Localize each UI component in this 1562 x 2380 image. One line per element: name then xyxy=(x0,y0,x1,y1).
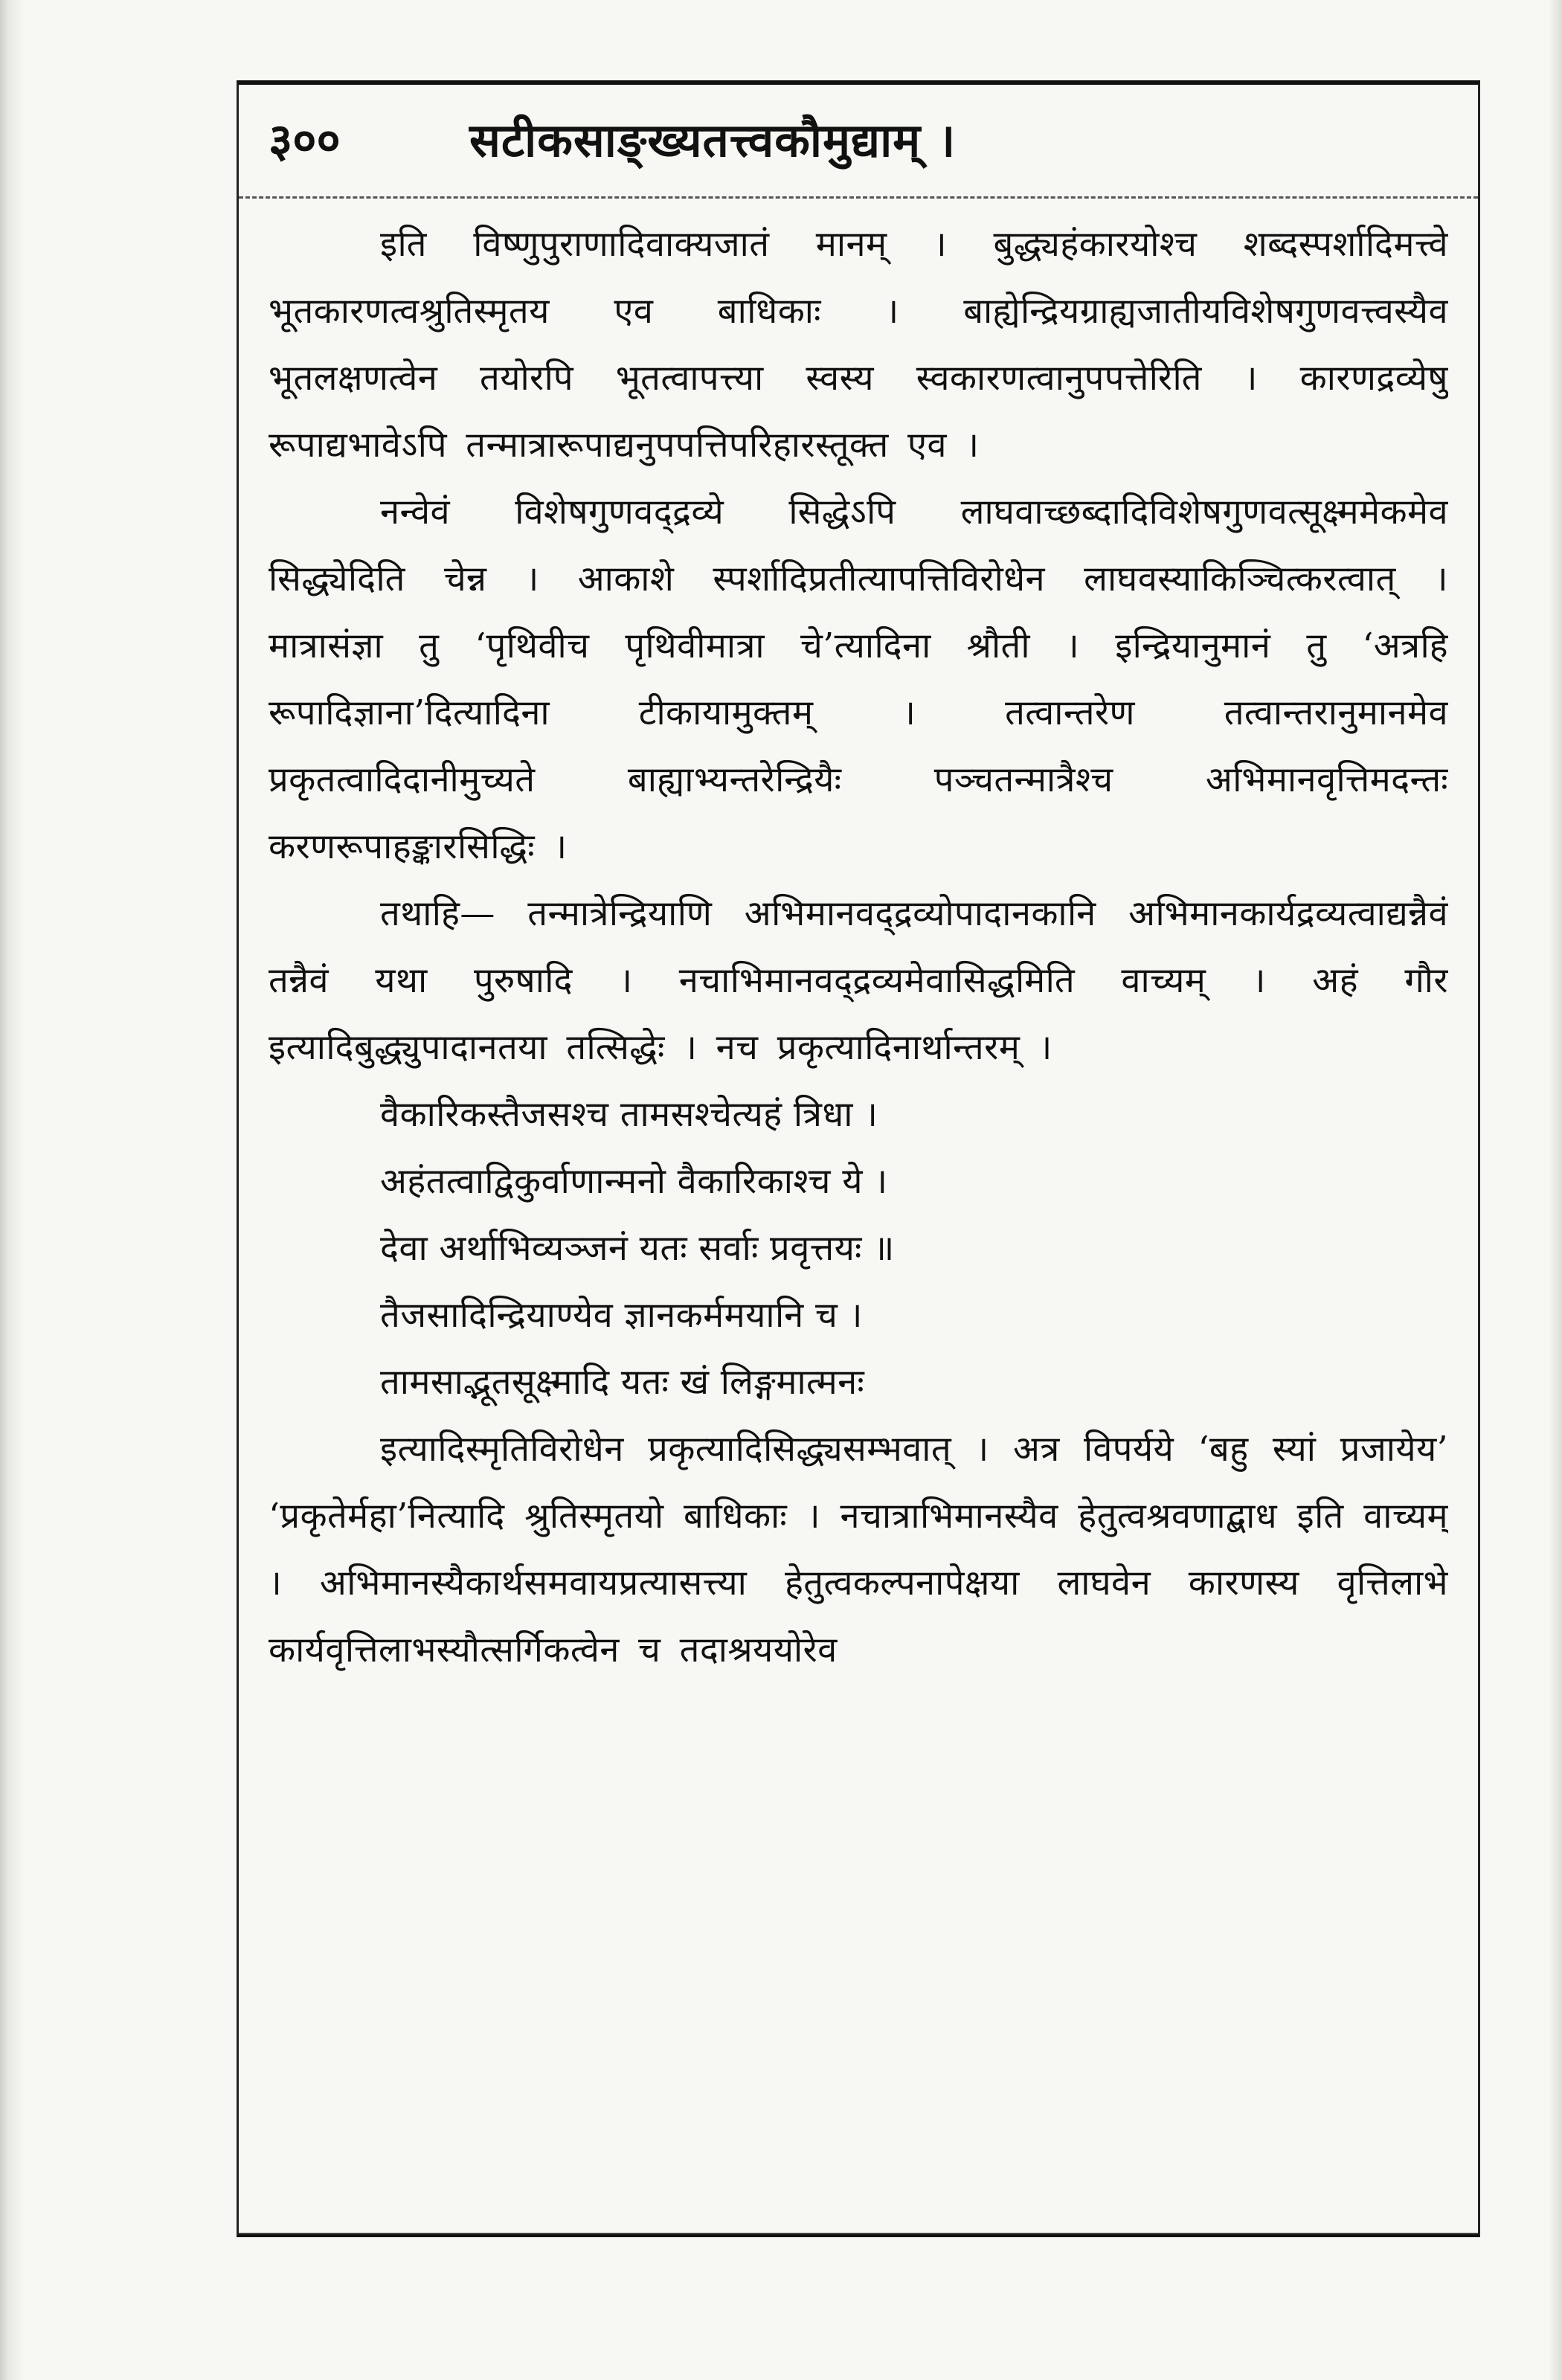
verse-line-2: अहंतत्वाद्विकुर्वाणान्मनो वैकारिकाश्च ये । xyxy=(380,1161,888,1202)
verse-line-4: तैजसादिन्द्रियाण्येव ज्ञानकर्ममयानि च । xyxy=(380,1295,863,1336)
paragraph-1: इति विष्णुपुराणादिवाक्यजातं मानम् । बुद्ध्यहंकारयोश्च शब्दस्पर्शादिमत्त्वे भूतकारणत्वश्रुतिस्मृतय एव बाधिकाः । बाह्येन्द्रियग्राह्यजातीयविशेषगुणवत्त्वस्यैव भूतलक्षणत्वेन तयोरपि भूतत्वापत्त्या स्वस्य स्वकारणत्वानुपपत्तेरिति । कारणद्रव्येषु रूपाद्यभावेऽपि तन्मात्रारूपाद्यनुपपत्तिपरिहारस्तूक्त एव । xyxy=(269,224,1448,466)
bottom-rule xyxy=(239,2233,1478,2234)
scan-right-edge xyxy=(1549,0,1562,2380)
verse-line-1: वैकारिकस्तैजसश्च तामसश्चेत्यहं त्रिधा । xyxy=(380,1094,878,1135)
running-title: सटीकसाङ्ख्यतत्त्वकौमुद्याम् । xyxy=(469,113,957,167)
book-page xyxy=(237,80,1480,2237)
page-number: ३०० xyxy=(269,113,341,167)
paragraph-3: तथाहि— तन्मात्रेन्द्रियाणि अभिमानवद्द्रव्योपादानकानि अभिमानकार्यद्रव्यत्वाद्यन्नैवं तन्नैवं यथा पुरुषादि । नचाभिमानवद्द्रव्यमेवासिद्धमिति वाच्यम् । अहं गौर इत्यादिबुद्ध्युपादानतया तत्सिद्धेः । नच प्रकृत्यादिनार्थान्तरम् । xyxy=(269,893,1448,1068)
verse-line-5: तामसाद्भूतसूक्ष्मादि यतः खं लिङ्गमात्मनः xyxy=(380,1362,865,1403)
paragraph-2: नन्वेवं विशेषगुणवद्द्रव्ये सिद्धेऽपि लाघवाच्छब्दादिविशेषगुणवत्सूक्ष्ममेकमेव सिद्ध्येदिति चेन्न । आकाशे स्पर्शादिप्रतीत्यापत्तिविरोधेन लाघवस्याकिञ्चित्करत्वात् । मात्रासंज्ञा तु ‘पृथिवीच पृथिवीमात्रा चे’त्यादिना श्रौती । इन्द्रियानुमानं तु ‘अत्रहि रूपादिज्ञाना’दित्यादिना टीकायामुक्तम् । तत्वान्तरेण तत्वान्तरानुमानमेव प्रकृतत्वादिदानीमुच्यते बाह्याभ्यन्तरेन्द्रियैः पञ्चतन्मात्रैश्च अभिमानवृत्तिमदन्तः करणरूपाहङ्कारसिद्धिः । xyxy=(269,492,1448,867)
paragraph-4: इत्यादिस्मृतिविरोधेन प्रकृत्यादिसिद्ध्यसम्भवात् । अत्र विपर्यये ‘बहु स्यां प्रजायेय’ ‘प्रकृतेर्महा’नित्यादि श्रुतिस्मृतयो बाधिकाः । नचात्राभिमानस्यैव हेतुत्वश्रवणाद्बाध इति वाच्यम् । अभिमानस्यैकार्थसमवायप्रत्यासत्त्या हेतुत्वकल्पनापेक्षया लाघवेन कारणस्य वृत्तिलाभे कार्यवृत्तिलाभस्यौत्सर्गिकत्वेन च तदाश्रययोरेव xyxy=(269,1429,1448,1670)
scan-left-edge xyxy=(0,0,24,2380)
page-header xyxy=(239,85,1478,199)
page-content xyxy=(269,211,1448,2203)
verse-block xyxy=(269,1081,1448,1416)
verse-line-3: देवा अर्थाभिव्यञ्जनं यतः सर्वाः प्रवृत्तयः ॥ xyxy=(380,1228,895,1269)
